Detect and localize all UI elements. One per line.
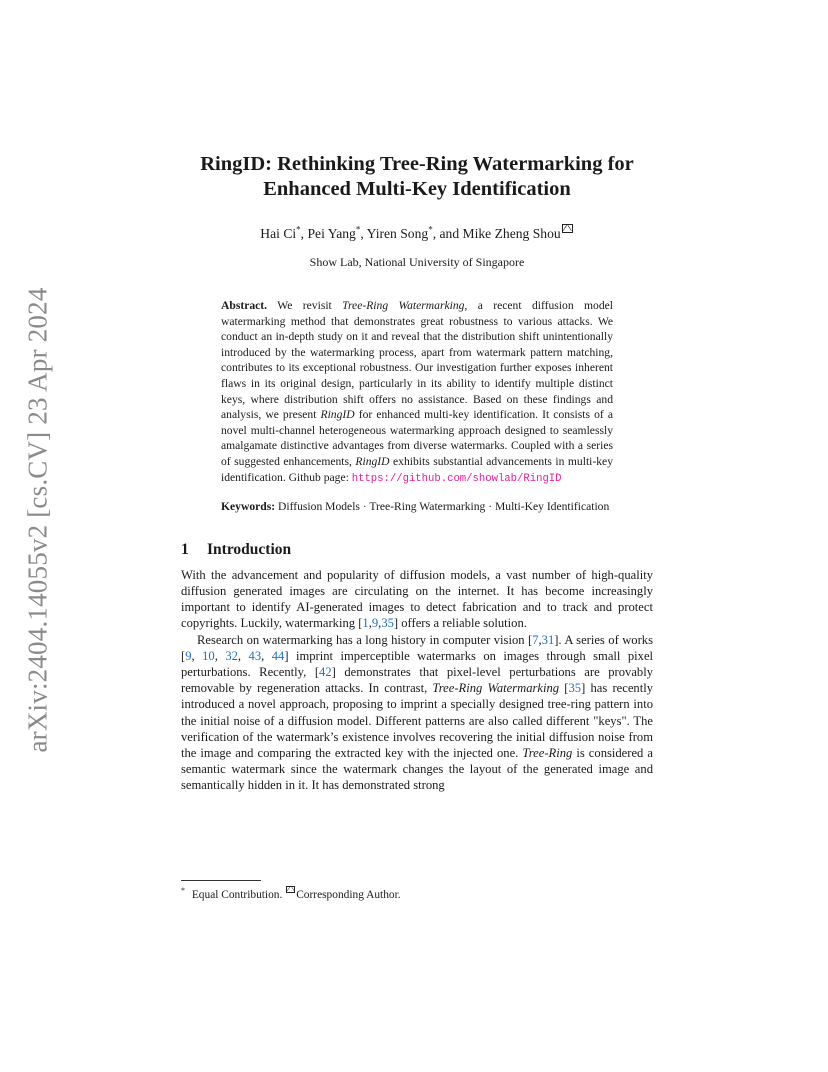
citation-link[interactable]: 44 bbox=[271, 648, 285, 663]
author-2: Pei Yang bbox=[307, 226, 356, 242]
citation-link[interactable]: 35 bbox=[381, 616, 394, 631]
footnote: * Equal Contribution. Corresponding Author. bbox=[181, 886, 401, 901]
citation-link[interactable]: 43 bbox=[248, 648, 262, 663]
author-3: Yiren Song bbox=[366, 226, 429, 242]
section-heading bbox=[181, 541, 653, 559]
keywords-label: Keywords: bbox=[221, 500, 276, 514]
keywords bbox=[221, 499, 613, 515]
paragraph-1: With the advancement and popularity of diffusion models, a vast number of high-quality diffusion generated images are circulating on the internet. It has become increasingly important to identify AI-generated images to detect fabrication and to track and protect copyrights. Luckily, watermarking [1,9,35] offers a reliable solution. bbox=[181, 567, 653, 631]
paper-title bbox=[181, 152, 653, 202]
footnote-rule bbox=[181, 880, 261, 881]
citation-link[interactable]: 31 bbox=[541, 632, 555, 647]
paper-page bbox=[181, 140, 653, 794]
citation-link[interactable]: 35 bbox=[568, 681, 582, 696]
citation-link[interactable]: 9 bbox=[185, 648, 192, 663]
citation-link[interactable]: 7 bbox=[532, 632, 539, 647]
section-title: Introduction bbox=[207, 540, 292, 558]
citation-link[interactable]: 1 bbox=[362, 616, 369, 631]
github-link[interactable]: https://github.com/showlab/RingID bbox=[351, 472, 562, 485]
arxiv-identifier: arXiv:2404.14055v2 [cs.CV] 23 Apr 2024 bbox=[22, 287, 53, 753]
keywords-text: Diffusion Models · Tree-Ring Watermarking · Multi-Key Identification bbox=[278, 500, 610, 514]
title-line-2: Enhanced Multi-Key Identification bbox=[263, 178, 571, 200]
author-4: and Mike Zheng Shou bbox=[439, 226, 561, 242]
paragraph-2: Research on watermarking has a long history in computer vision [7,31]. A series of works [9, 10, 32, 43, 44] imprint imperceptible watermarks on images through small pixel perturbations. Recently, [42] demonstrates that pixel-level perturbations are provably removable by regeneration attacks. In contrast, Tree-Ring Watermarking [35] has recently introduced a novel approach, proposing to imprint a specially designed tree-ring pattern into the initial noise of a diffusion model. Different patterns are also called different "keys". The verification of the watermark’s existence involves recovering the initial diffusion noise from the image and comparing the extracted key with the injected one. Tree-Ring is considered a semantic watermark since the watermark changes the layout of the generated image and semantically hidden in it. It has demonstrated strong bbox=[181, 632, 654, 793]
title-line-1: RingID: Rethinking Tree-Ring Watermarking for bbox=[200, 153, 634, 175]
citation-link[interactable]: 10 bbox=[202, 648, 215, 663]
affiliation: Show Lab, National University of Singapore bbox=[309, 255, 525, 270]
author-1: Hai Ci bbox=[260, 226, 297, 242]
section-body bbox=[181, 567, 653, 794]
abstract-label: Abstract. bbox=[221, 299, 268, 313]
citation-link[interactable]: 32 bbox=[225, 648, 238, 663]
section-number: 1 bbox=[181, 540, 189, 558]
author-list: Hai Ci*, Pei Yang*, Yiren Song*, and Mike Zheng Shou bbox=[181, 224, 653, 242]
envelope-icon bbox=[562, 224, 573, 233]
citation-link[interactable]: 42 bbox=[319, 664, 332, 679]
envelope-icon bbox=[286, 886, 295, 893]
citation-link[interactable]: 9 bbox=[371, 616, 379, 631]
abstract: Abstract. We revisit Tree-Ring Watermarking, a recent diffusion model watermarking method that demonstrates great robustness to various attacks. We conduct an in-depth study on it and reveal that the distribution shift unintentionally introduced by the watermarking process, apart from watermark pattern matching, contributes to its exceptional robustness. Our investigation further exposes inherent flaws in its original design, particularly in its ability to identify multiple distinct keys, where distribution shift offers no assistance. Based on these findings and analysis, we present RingID for enhanced multi-key identification. It consists of a novel multi-channel heterogeneous watermarking approach designed to seamlessly amalgamate distinctive advantages from diverse watermarks. Coupled with a series of suggested enhancements, RingID exhibits substantial advancements in multi-key identification. Github page: https://github.com/showlab/RingID bbox=[221, 299, 613, 485]
